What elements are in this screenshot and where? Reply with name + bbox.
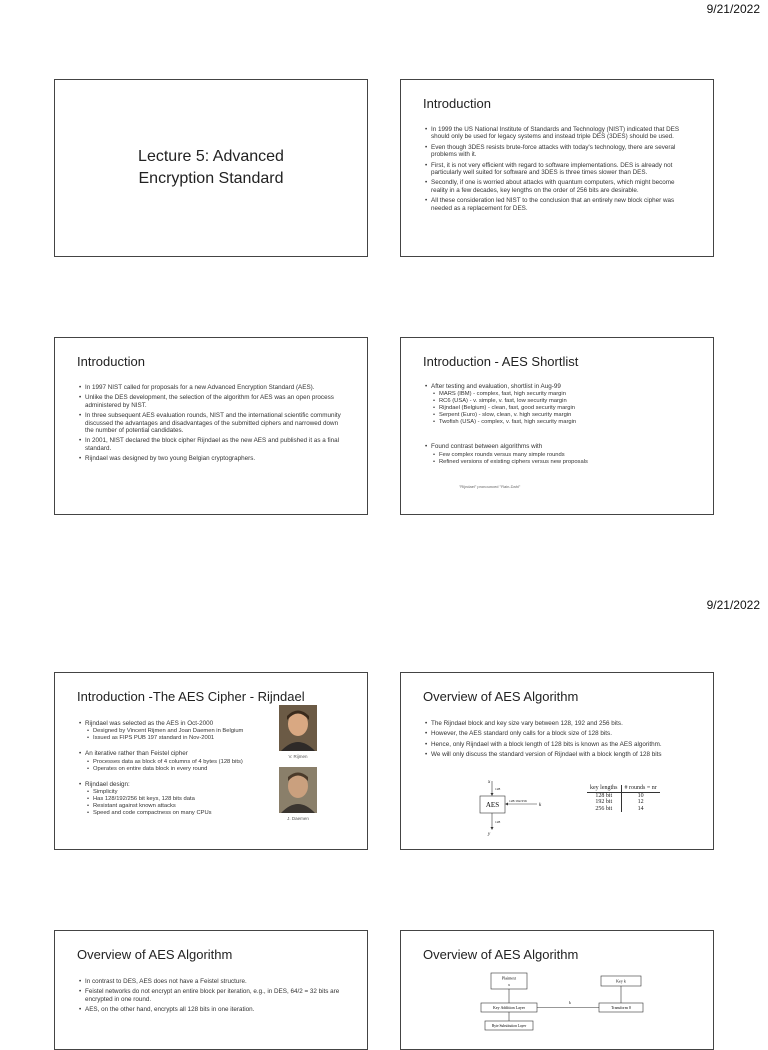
diagram-plaintext-label: Plaintext [501, 975, 517, 981]
sub-bullet-item: • Rijndael (Belgium) - clean, fast, good security margin [425, 405, 687, 412]
slide-heading: Introduction -The AES Cipher - Rijndael [77, 689, 305, 704]
diagram-key-addition-label: Key Addition Layer [493, 1005, 525, 1010]
diagram-transform-label: Transform 0 [611, 1005, 631, 1010]
slide-heading: Overview of AES Algorithm [423, 689, 579, 704]
bullet-item: • In three subsequent AES evaluation rounds, NIST and the international scientific community discussed the advantages and disadvantages of the submitted ciphers and narrowed down the number of potential candidates. [79, 412, 341, 434]
bullet-item: • In 1999 the US National Institute of Standards and Technology (NIST) indicated that DES should only be used for legacy systems and instead triple DES (3DES) should be used. [425, 126, 687, 141]
slide-aes-overview-3 [400, 930, 714, 1050]
slide-heading: Introduction - AES Shortlist [423, 354, 579, 369]
diagram-byte-sub-label: Byte Substitution Layer [491, 1024, 527, 1028]
bullet-item: • Hence, only Rijndael with a block length of 128 bits is known as the AES algorithm. [425, 741, 687, 748]
table-cell: 256 bit [587, 806, 621, 813]
sub-bullet-item: • Issued as FIPS PUB 197 standard in Nov-2001 [79, 735, 277, 742]
sub-bullet-item: • Few complex rounds versus many simple rounds [425, 452, 687, 459]
bullet-item: • Unlike the DES development, the selection of the algorithm for AES was an open process administered by NIST. [79, 394, 341, 409]
slide-heading: Overview of AES Algorithm [77, 947, 233, 962]
bullet-item: • Rijndael was designed by two young Belgian cryptographers. [79, 455, 341, 462]
pronunciation-note: "Rijndael" pronounced "Rain-Dahl" [459, 484, 521, 489]
diagram-label-k: k [539, 803, 542, 808]
table-cell: 14 [637, 805, 644, 812]
slide-heading: Introduction [77, 354, 145, 369]
diagram-key-label: Key k [616, 978, 626, 984]
rijmen-photo [279, 705, 317, 751]
bullet-item: • Even though 3DES resists brute-force attacks with today's technology, there are several problems with it. [425, 144, 687, 159]
sub-bullet-item: • MARS (IBM) - complex, fast, high security margin [425, 391, 687, 398]
sub-bullet-item: • Refined versions of existing ciphers versus new proposals [425, 459, 687, 466]
slide-introduction-1 [400, 79, 714, 257]
slide-aes-overview-1 [400, 672, 714, 850]
bullet-item: • AES, on the other hand, encrypts all 128 bits in one iteration. [79, 1006, 341, 1013]
slide-aes-shortlist [400, 337, 714, 515]
slide-introduction-2 [54, 337, 368, 515]
bullet-list [425, 383, 687, 466]
daemen-photo [279, 767, 317, 813]
bullet-item: • Rijndael design: [79, 781, 277, 788]
table-cell: 10 [637, 792, 644, 799]
sub-bullet-item: • Speed and code compactness on many CPUs [79, 810, 277, 817]
page-date: 9/21/2022 [706, 598, 760, 612]
sub-bullet-item: • Designed by Vincent Rijmen and Joan Daemen in Belgium [79, 728, 277, 735]
slide-aes-overview-2 [54, 930, 368, 1050]
slide-heading: Overview of AES Algorithm [423, 947, 579, 962]
bullet-item: • However, the AES standard only calls for a block size of 128 bits. [425, 730, 687, 737]
bullet-item: • The Rijndael block and key size vary between 128, 192 and 256 bits. [425, 720, 687, 727]
bullet-list [425, 720, 687, 762]
bullet-item: • Feistel networks do not encrypt an entire block per iteration, e.g., in DES, 64/2 = 32 bits are encrypted in one round. [79, 988, 341, 1003]
slide-aes-rijndael [54, 672, 368, 850]
table-cell: 12 [637, 799, 644, 805]
bullet-item: • Secondly, if one is worried about attacks with quantum computers, which might become reality in a few decades, key lengths on the order of 256 bits are desirable. [425, 179, 687, 194]
table-header: key lengths [587, 785, 621, 792]
slide-title [54, 79, 368, 257]
slide-heading: Introduction [423, 96, 491, 111]
sub-bullet-item: • Twofish (USA) - complex, v. fast, high security margin [425, 419, 687, 426]
photo-caption: V. Rijmen [288, 754, 308, 759]
table-cell: 128 bit [587, 792, 621, 799]
bullet-item: • All these consideration led NIST to the conclusion that an entirely new block cipher was needed as a replacement for DES. [425, 197, 687, 212]
bullet-item: • We will only discuss the standard version of Rijndael with a block length of 128 bits [425, 751, 687, 758]
sub-bullet-item: • Processes data as block of 4 columns of 4 bytes (128 bits) [79, 759, 277, 766]
table-header: # rounds = nr [621, 785, 660, 792]
sub-bullet-item: • Serpent (Euro) - slow, clean, v. high security margin [425, 412, 687, 419]
diagram-k0-label: k [569, 1000, 571, 1005]
bullet-item: • First, it is not very efficient with regard to software implementations. DES is already not particularly well suited for software and 3DES is three times slower than DES. [425, 162, 687, 177]
diagram-x-label: x [508, 982, 510, 987]
diagram-label-in: 128 [495, 787, 501, 791]
photo-caption: J. Daemen [287, 816, 309, 821]
sub-bullet-item: • Operates on entire data block in every round [79, 766, 277, 773]
page-date: 9/21/2022 [706, 2, 760, 16]
bullet-item: • Rijndael was selected as the AES in Oct-2000 [79, 720, 277, 727]
slide-title-line2: Encryption Standard [138, 170, 284, 187]
aes-block-diagram [477, 777, 567, 837]
slide-title-line1: Lecture 5: Advanced [138, 148, 284, 165]
bullet-item: • In contrast to DES, AES does not have a Feistel structure. [79, 978, 341, 985]
bullet-item: • Found contrast between algorithms with [425, 443, 687, 450]
sub-bullet-item: • Simplicity [79, 789, 277, 796]
table-cell: 192 bit [587, 799, 621, 806]
sub-bullet-item: • Resistant against known attacks [79, 803, 277, 810]
diagram-label-y: y [488, 832, 491, 837]
aes-structure-diagram [471, 971, 671, 1031]
sub-bullet-item: • RC6 (USA) - v. simple, v. fast, low security margin [425, 398, 687, 405]
bullet-list [79, 720, 277, 817]
bullet-item: • After testing and evaluation, shortlist in Aug-99 [425, 383, 687, 390]
key-length-rounds-table [587, 785, 660, 812]
bullet-item: • An iterative rather than Feistel cipher [79, 750, 277, 757]
bullet-list [79, 384, 341, 466]
bullet-list [425, 126, 687, 215]
bullet-item: • In 1997 NIST called for proposals for a new Advanced Encryption Standard (AES). [79, 384, 341, 391]
diagram-label-out: 128 [495, 820, 501, 824]
diagram-label-key-bits: 128/192/256 [509, 799, 527, 803]
diagram-label-x: x [488, 780, 491, 785]
diagram-aes-box-label: AES [485, 801, 500, 809]
sub-bullet-item: • Has 128/192/256 bit keys, 128 bits data [79, 796, 277, 803]
bullet-item: • In 2001, NIST declared the block cipher Rijndael as the new AES and published it as a final standard. [79, 437, 341, 452]
bullet-list [79, 978, 341, 1017]
